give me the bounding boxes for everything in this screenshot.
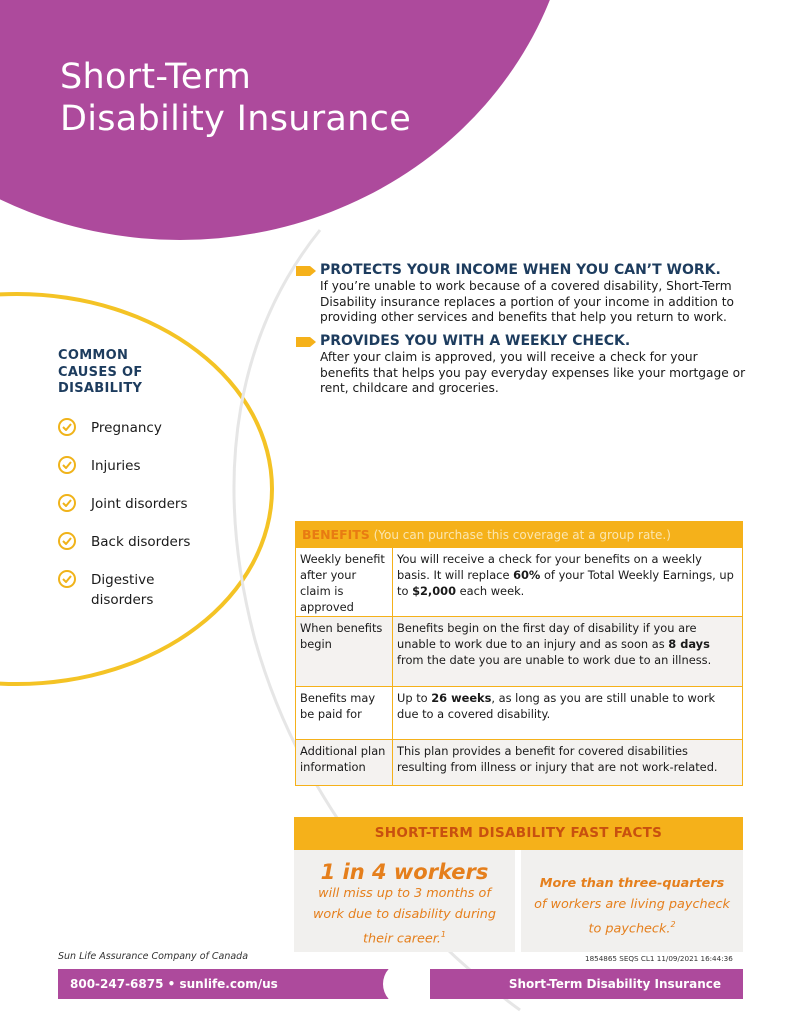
- footer-title: Short-Term Disability Insurance: [430, 969, 743, 999]
- feature-protects-income: [296, 262, 746, 326]
- footer-contact[interactable]: 800-247-6875 • sunlife.com/us: [58, 969, 400, 999]
- cause-label: Back disorders: [91, 534, 191, 550]
- benefits-table: [295, 521, 743, 786]
- causes-title: [58, 348, 143, 398]
- feature-weekly-check: [296, 333, 746, 397]
- check-circle-icon: [58, 570, 76, 588]
- row-label: Additional plan information: [296, 740, 392, 785]
- check-circle-icon: [58, 456, 76, 474]
- cause-item-digestive-disorders: [58, 570, 248, 612]
- title-line-2: Disability Insurance: [60, 99, 412, 139]
- check-circle-icon: [58, 532, 76, 550]
- fast-fact-right: [521, 850, 743, 952]
- row-label: Benefits may be paid for: [296, 687, 392, 739]
- title-line-1: Short-Term: [60, 57, 252, 97]
- cause-item-pregnancy: [58, 418, 248, 440]
- check-circle-icon: [58, 494, 76, 512]
- cause-label: Pregnancy: [91, 420, 162, 436]
- row-label: When benefits begin: [296, 617, 392, 686]
- benefits-title: BENEFITS: [302, 527, 370, 542]
- row-value: Benefits begin on the first day of disability if you are unable to work due to an injury and as soon as 8 days from the date you are unable to work due to an illness.: [392, 617, 742, 686]
- causes-title-line: CAUSES OF: [58, 364, 143, 380]
- footnote-marker: 2: [670, 920, 676, 929]
- cause-item-back-disorders: [58, 532, 248, 554]
- table-row: [296, 686, 742, 739]
- fast-facts-title: SHORT-TERM DISABILITY FAST FACTS: [294, 817, 743, 850]
- footer-divider-circle: [383, 963, 421, 1005]
- feature-body: If you’re unable to work because of a covered disability, Short-Term Disability insurance replaces a portion of your income in addition to providing other services and benefits that help you return to work.: [320, 279, 735, 324]
- fast-fact-text: More than three-quarters of workers are living paycheck to paycheck.$^2$: [534, 876, 730, 937]
- row-label: Weekly benefit after your claim is approved: [296, 548, 392, 616]
- cause-label: Injuries: [91, 458, 141, 474]
- feature-heading: PROTECTS YOUR INCOME WHEN YOU CAN’T WORK.: [320, 262, 721, 278]
- cause-item-joint-disorders: [58, 494, 248, 516]
- row-value: Up to 26 weeks, as long as you are still unable to work due to a covered disability.: [392, 687, 742, 739]
- cause-label: Joint disorders: [91, 496, 188, 512]
- cause-item-injuries: [58, 456, 248, 478]
- fast-fact-left: [294, 850, 515, 952]
- page-title: [60, 56, 411, 140]
- benefits-header: [296, 522, 742, 547]
- table-row: [296, 547, 742, 616]
- table-row: [296, 616, 742, 686]
- document-code: 1854865 SEQS CL1 11/09/2021 16:44:36: [585, 954, 733, 963]
- check-circle-icon: [58, 418, 76, 436]
- cause-label: Digestive disorders: [91, 572, 155, 608]
- benefits-note: (You can purchase this coverage at a group rate.): [373, 528, 671, 542]
- arrow-icon: [296, 266, 316, 276]
- row-value: You will receive a check for your benefits on a weekly basis. It will replace 60% of your Total Weekly Earnings, up to $2,000 each week.: [392, 548, 742, 616]
- row-value: This plan provides a benefit for covered disabilities resulting from illness or injury that are not work-related.: [392, 740, 742, 785]
- fast-fact-stat: 1 in 4 workers: [320, 860, 489, 884]
- causes-title-line: COMMON: [58, 348, 129, 363]
- footnote-marker: 1: [440, 930, 447, 939]
- causes-title-line: DISABILITY: [58, 381, 143, 396]
- fast-fact-text: will miss up to 3 months of work due to disability during their career.$^1$: [312, 886, 497, 947]
- company-name: Sun Life Assurance Company of Canada: [58, 951, 249, 962]
- arrow-icon: [296, 337, 316, 347]
- feature-body: After your claim is approved, you will receive a check for your benefits that helps you pay everyday expenses like your mortgage or rent, childcare and groceries.: [320, 350, 746, 395]
- feature-heading: PROVIDES YOU WITH A WEEKLY CHECK.: [320, 333, 631, 349]
- table-row: [296, 739, 742, 785]
